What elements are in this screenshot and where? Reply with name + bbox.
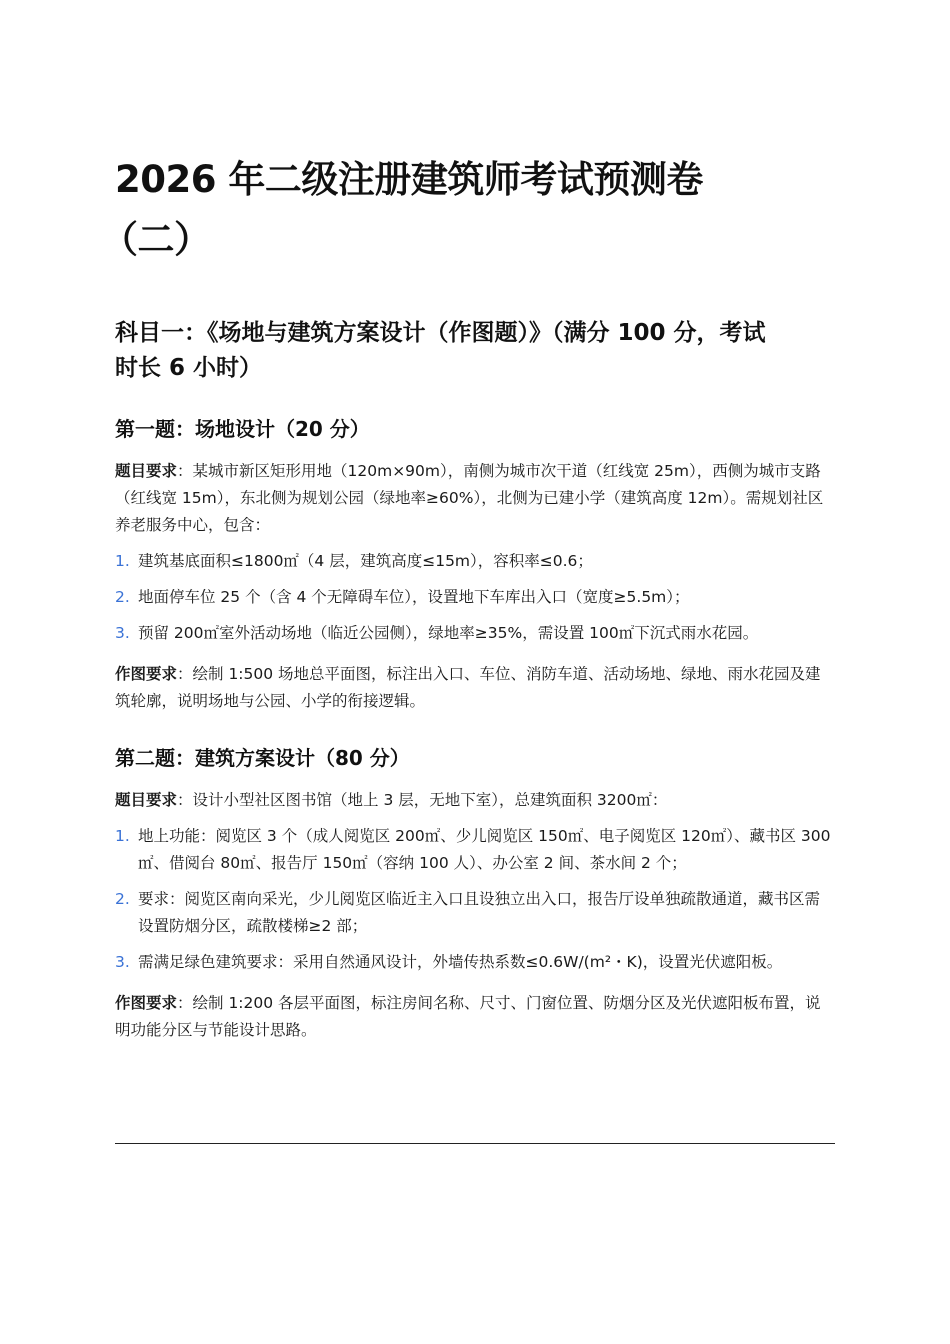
list-item	[115, 584, 835, 611]
title-line-1: 2026 年二级注册建筑师考试预测卷	[115, 158, 703, 201]
list-number: 2.	[115, 588, 130, 606]
q2-list	[115, 823, 835, 976]
list-number: 1.	[115, 552, 130, 570]
q2-drawing-label: 作图要求	[115, 994, 178, 1012]
list-text: 需满足绿色建筑要求：采用自然通风设计，外墙传热系数≤0.6W/(m²・K)，设置光伏遮阳板。	[138, 953, 783, 971]
list-number: 3.	[115, 953, 130, 971]
q1-requirement-label: 题目要求	[115, 462, 178, 480]
list-item	[115, 949, 835, 976]
list-item	[115, 548, 835, 575]
q2-requirement-text: ：设计小型社区图书馆（地上 3 层，无地下室），总建筑面积 3200㎡：	[177, 791, 668, 809]
q1-drawing-requirement	[115, 661, 835, 715]
q2-heading: 第二题：建筑方案设计（80 分）	[115, 746, 410, 770]
list-item	[115, 823, 835, 877]
q1-drawing-label: 作图要求	[115, 665, 178, 683]
q2-drawing-requirement	[115, 990, 835, 1044]
q1-requirement	[115, 458, 835, 539]
q1-drawing-text: ：绘制 1:500 场地总平面图，标注出入口、车位、消防车道、活动场地、绿地、雨水花园及建筑轮廓，说明场地与公园、小学的衔接逻辑。	[115, 665, 821, 710]
q1-list	[115, 548, 835, 647]
q2-requirement-label: 题目要求	[115, 791, 178, 809]
list-text: 建筑基底面积≤1800㎡（4 层，建筑高度≤15m），容积率≤0.6；	[138, 552, 593, 570]
list-text: 地面停车位 25 个（含 4 个无障碍车位），设置地下车库出入口（宽度≥5.5m）；	[138, 588, 690, 606]
q1-requirement-text: ：某城市新区矩形用地（120m×90m），南侧为城市次干道（红线宽 25m），西侧为城市支路（红线宽 15m），东北侧为规划公园（绿地率≥60%），北侧为已建小学（建筑高度 12m）。需规划社区养老服务中心，包含：	[115, 462, 824, 534]
list-item	[115, 886, 835, 940]
list-number: 2.	[115, 890, 130, 908]
q2-drawing-text: ：绘制 1:200 各层平面图，标注房间名称、尺寸、门窗位置、防烟分区及光伏遮阳板布置，说明功能分区与节能设计思路。	[115, 994, 821, 1039]
subject-heading-line-2: 时长 6 小时）	[115, 355, 263, 381]
title-line-2: （二）	[101, 218, 211, 261]
document-content	[101, 150, 835, 1044]
document-title	[101, 150, 835, 270]
list-number: 3.	[115, 624, 130, 642]
q1-heading: 第一题：场地设计（20 分）	[115, 417, 370, 441]
list-text: 预留 200㎡室外活动场地（临近公园侧），绿地率≥35%，需设置 100㎡下沉式雨水花园。	[138, 624, 759, 642]
subject-heading-line-1: 科目一：《场地与建筑方案设计（作图题）》（满分 100 分，考试	[115, 320, 766, 346]
list-item	[115, 620, 835, 647]
list-text: 要求：阅览区南向采光，少儿阅览区临近主入口且设独立出入口，报告厅设单独疏散通道，藏书区需设置防烟分区，疏散楼梯≥2 部；	[138, 890, 821, 935]
list-text: 地上功能：阅览区 3 个（成人阅览区 200㎡、少儿阅览区 150㎡、电子阅览区 120㎡）、藏书区 300㎡、借阅台 80㎡、报告厅 150㎡（容纳 100 人）、办公室 2 间、茶水间 2 个；	[138, 827, 831, 872]
subject-heading	[115, 316, 835, 386]
q2-requirement	[115, 787, 835, 814]
list-number: 1.	[115, 827, 130, 845]
horizontal-rule	[115, 1143, 835, 1144]
